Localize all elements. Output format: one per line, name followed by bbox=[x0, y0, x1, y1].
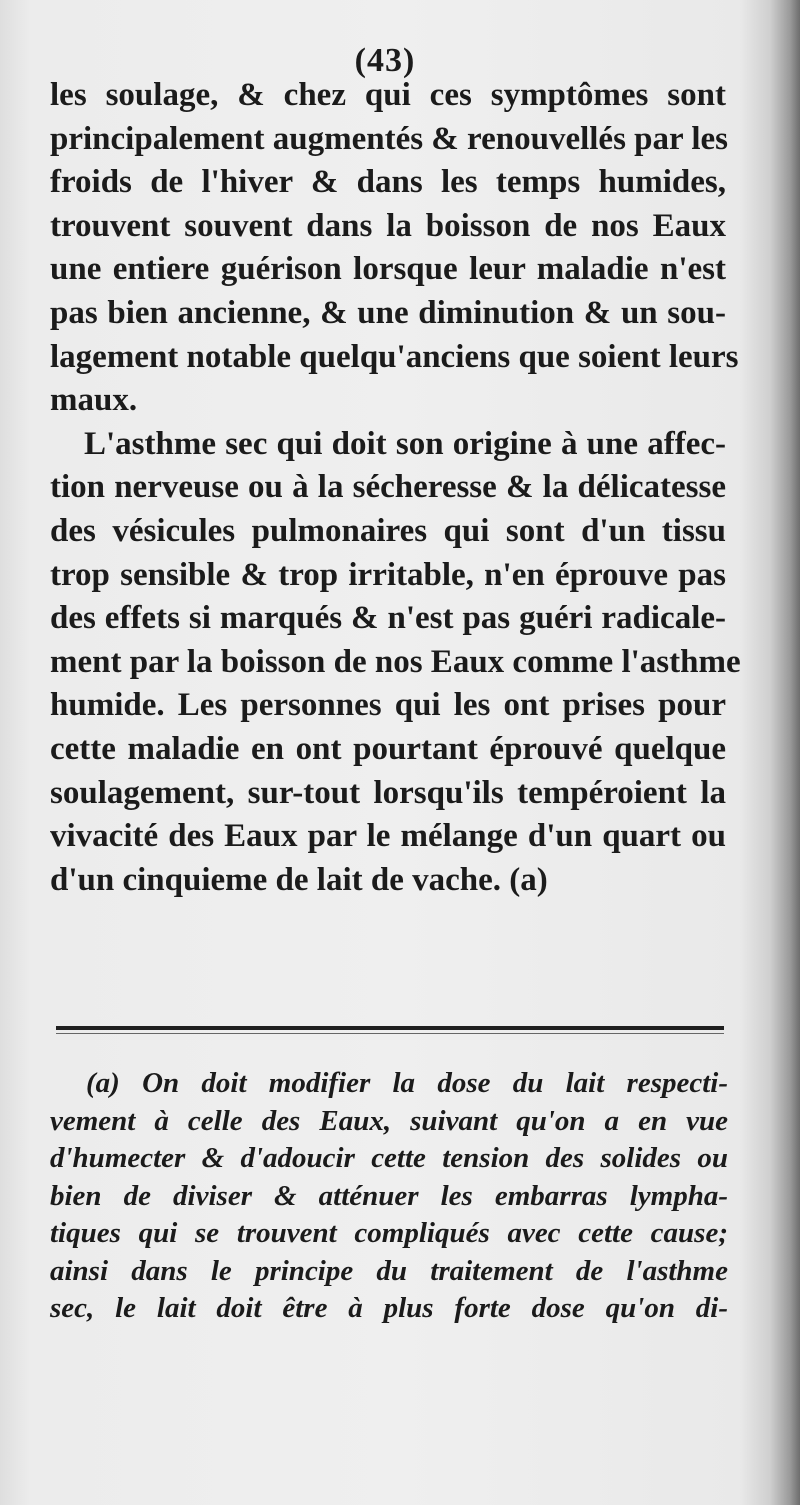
footnote-line: ainsi dans le principe du traitement de l'asthme bbox=[50, 1254, 728, 1287]
footnote-line-indented: (a) On doit modifier la dose du lait respecti- bbox=[86, 1067, 728, 1099]
footnote-line: d'humecter & d'adoucir cette tension des solides ou bbox=[50, 1142, 728, 1174]
footnote-line: bien de diviser & atténuer les embarras lympha- bbox=[50, 1179, 728, 1212]
text-line-indented: L'asthme sec qui doit son origine à une affec- bbox=[84, 425, 726, 462]
text-line: une entiere guérison lorsque leur maladie n'est bbox=[50, 251, 726, 288]
footnote-text bbox=[50, 1065, 728, 1328]
text-line: froids de l'hiver & dans les temps humides, bbox=[50, 164, 726, 201]
text-line: des effets si marqués & n'est pas guéri radicale- bbox=[50, 600, 726, 637]
text-line: des vésicules pulmonaires qui sont d'un tissu bbox=[50, 512, 726, 549]
text-line: tion nerveuse ou à la sécheresse & la délicatesse bbox=[50, 469, 726, 506]
text-line: les soulage, & chez qui ces symptômes sont bbox=[50, 77, 726, 113]
footnote-line: tiques qui se trouvent compliqués avec cette cause; bbox=[50, 1217, 728, 1249]
footnote-line: sec, le lait doit être à plus forte dose qu'on di- bbox=[50, 1292, 728, 1324]
text-line: trop sensible & trop irritable, n'en éprouve pas bbox=[50, 556, 726, 593]
footnote-separator-rule-thin bbox=[56, 1033, 724, 1034]
text-line: pas bien ancienne, & une diminution & un sou- bbox=[50, 294, 726, 331]
text-line: d'un cinquieme de lait de vache. (a) bbox=[50, 861, 548, 898]
text-line: ment par la boisson de nos Eaux comme l'asthme bbox=[50, 643, 741, 680]
page-number: (43) bbox=[354, 42, 416, 79]
text-line: maux. bbox=[50, 382, 138, 419]
text-line: vivacité des Eaux par le mélange d'un quart ou bbox=[50, 818, 726, 855]
text-line: humide. Les personnes qui les ont prises pour bbox=[50, 687, 726, 724]
text-line: soulagement, sur-tout lorsqu'ils tempéroient la bbox=[50, 774, 726, 811]
main-text bbox=[50, 74, 741, 902]
text-line: trouvent souvent dans la boisson de nos Eaux bbox=[50, 207, 726, 244]
footnote-separator-rule bbox=[56, 1026, 724, 1030]
text-line: cette maladie en ont pourtant éprouvé quelque bbox=[50, 730, 726, 767]
footnote-line: vement à celle des Eaux, suivant qu'on a en vue bbox=[50, 1104, 728, 1137]
text-line: lagement notable quelqu'anciens que soient leurs bbox=[50, 338, 739, 375]
text-line: principalement augmentés & renouvellés par les bbox=[50, 120, 728, 157]
